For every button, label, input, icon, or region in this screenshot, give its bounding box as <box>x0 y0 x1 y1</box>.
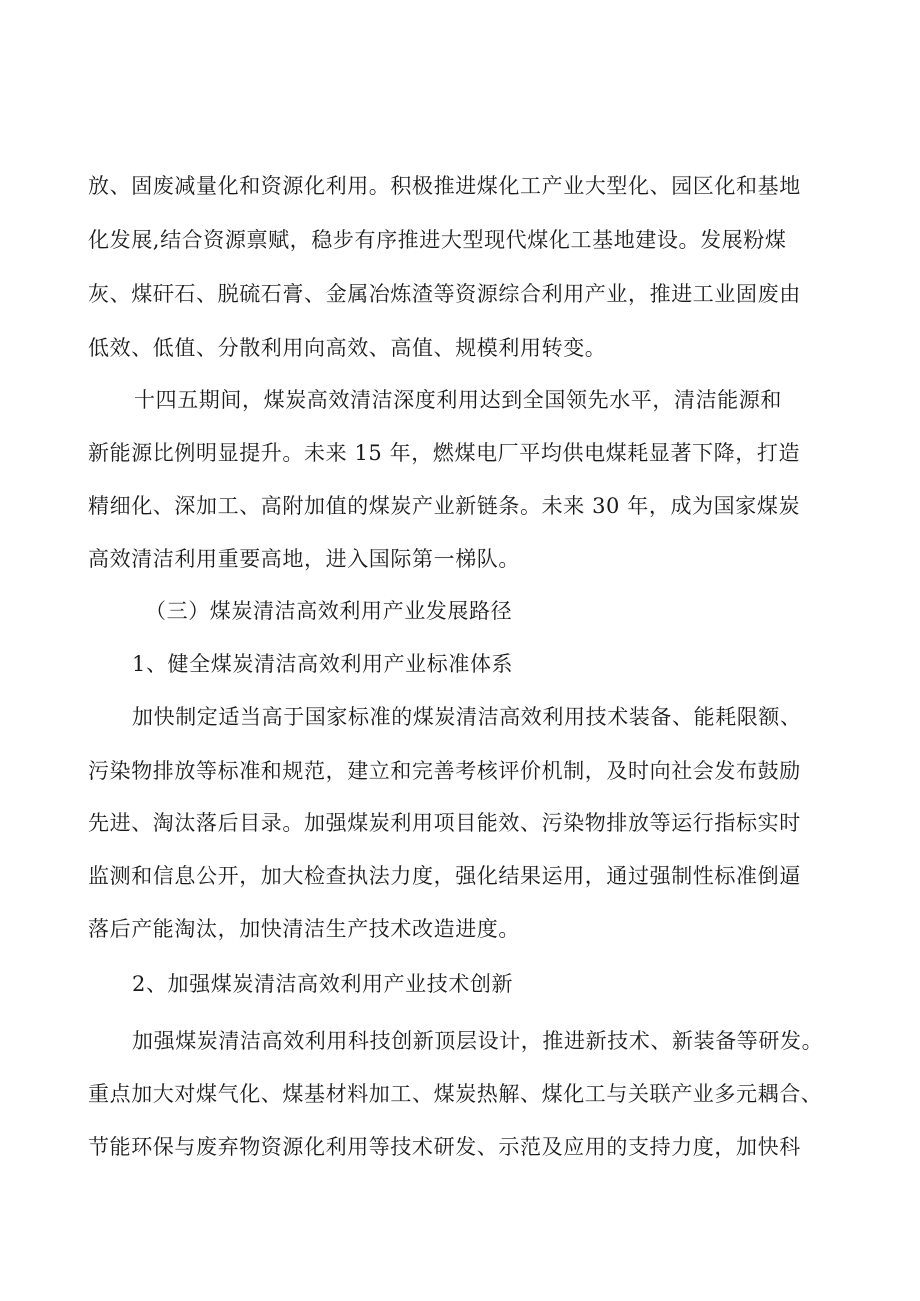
paragraph-1-line-3: 灰、煤矸石、脱硫石膏、金属冶炼渣等资源综合利用产业，推进工业固废由 <box>88 282 801 306</box>
paragraph-1-line-1: 放、固废减量化和资源化利用。积极推进煤化工产业大型化、园区化和基地 <box>88 174 801 198</box>
paragraph-2-line-4: 高效清洁利用重要高地，进入国际第一梯队。 <box>88 547 520 571</box>
paragraph-4-line-3: 节能环保与废弃物资源化利用等技术研发、示范及应用的支持力度，加快科 <box>88 1135 801 1159</box>
paragraph-2-line-2: 新能源比例明显提升。未来 15 年，燃煤电厂平均供电煤耗显著下降，打造 <box>88 441 801 465</box>
paragraph-2-line-1: 十四五期间，煤炭高效清洁深度利用达到全国领先水平，清洁能源和 <box>134 388 782 412</box>
paragraph-3-line-2: 污染物排放等标准和规范，建立和完善考核评价机制，及时向社会发布鼓励 <box>88 759 801 783</box>
subsection-1-heading: 1、健全煤炭清洁高效利用产业标准体系 <box>132 652 514 676</box>
paragraph-2-line-3: 精细化、深加工、高附加值的煤炭产业新链条。未来 30 年，成为国家煤炭 <box>88 494 801 518</box>
paragraph-1-line-4: 低效、低值、分散利用向高效、高值、规模利用转变。 <box>88 336 607 360</box>
paragraph-4-line-2: 重点加大对煤气化、煤基材料加工、煤炭热解、煤化工与关联产业多元耦合、 <box>88 1082 823 1106</box>
subsection-2-heading: 2、加强煤炭清洁高效利用产业技术创新 <box>132 972 514 996</box>
paragraph-1-line-2: 化发展,结合资源禀赋，稳步有序推进大型现代煤化工基地建设。发展粉煤 <box>88 228 787 252</box>
paragraph-3-line-4: 监测和信息公开，加大检查执法力度，强化结果运用，通过强制性标准倒逼 <box>88 864 801 888</box>
paragraph-3-line-3: 先进、淘汰落后目录。加强煤炭利用项目能效、污染物排放等运行指标实时 <box>88 811 801 835</box>
section-heading: （三）煤炭清洁高效利用产业发展路径 <box>145 599 513 623</box>
paragraph-4-line-1: 加强煤炭清洁高效利用科技创新顶层设计，推进新技术、新装备等研发。 <box>132 1029 824 1053</box>
paragraph-3-line-5: 落后产能淘汰，加快清洁生产技术改造进度。 <box>88 917 520 941</box>
paragraph-3-line-1: 加快制定适当高于国家标准的煤炭清洁高效利用技术装备、能耗限额、 <box>132 705 802 729</box>
